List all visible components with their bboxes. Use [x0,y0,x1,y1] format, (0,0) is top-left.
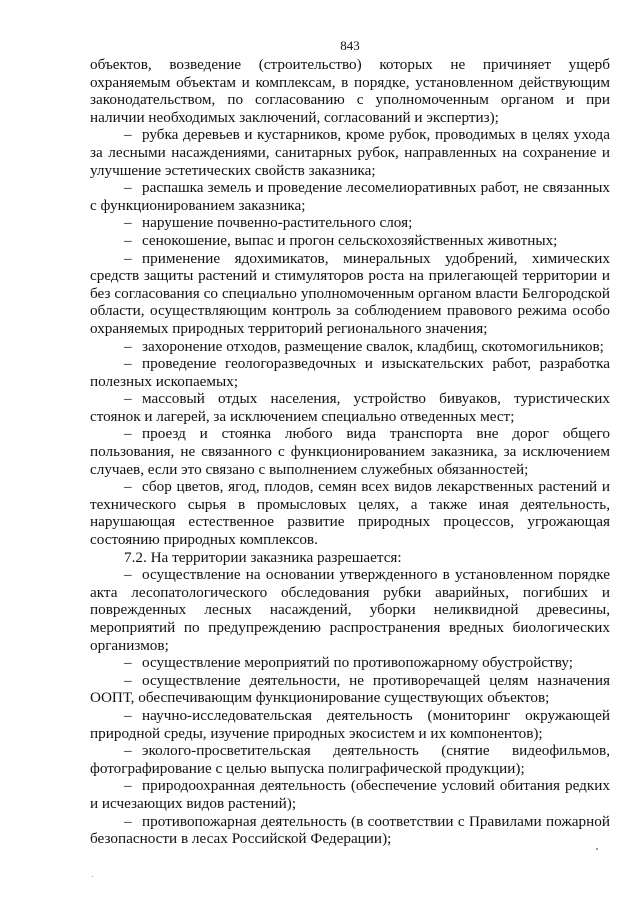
list-item: – сенокошение, выпас и прогон сельскохозяйственных животных; [90,232,610,250]
list-item: – массовый отдых населения, устройство бивуаков, туристических стоянок и лагерей, за исключением специально отведенных мест; [90,390,610,425]
list-item: – нарушение почвенно-растительного слоя; [90,214,610,232]
list-item: – научно-исследовательская деятельность (мониторинг окружающей природной среды, изучение природных экосистем и их компонентов); [90,707,610,742]
list-item: – противопожарная деятельность (в соответствии с Правилами пожарной безопасности в лесах Российской Федерации); [90,813,610,848]
paragraph: объектов, возведение (строительство) которых не причиняет ущерб охраняемым объектам и комплексам, в порядке, установленном действующим законодательством, по согласованию с уполномоченным органом и при наличии необходимых заключений, согласований и экспертиз); [90,56,610,126]
page-number: 843 [340,38,360,53]
list-item: – осуществление на основании утвержденного в установленном порядке акта лесопатологического обследования рубки аварийных, погибших и поврежденных лесных насаждений, уборки неликвидной древесины, мероприятий по предупреждению распространения вредных биологических организмов; [90,566,610,654]
scan-speck [92,876,93,877]
list-item: – сбор цветов, ягод, плодов, семян всех видов лекарственных растений и технического сырья в промысловых целях, а также иная деятельность, нарушающая естественное развитие природных процессов, угрожающая состоянию природных комплексов. [90,478,610,548]
list-item: – проведение геологоразведочных и изыскательских работ, разработка полезных ископаемых; [90,355,610,390]
list-item: – применение ядохимикатов, минеральных удобрений, химических средств защиты растений и стимуляторов роста на прилегающей территории и без согласования со специально уполномоченным органом власти Белгородской области, осуществляющим контроль за соблюдением правового режима особо охраняемых природных территорий регионального значения; [90,250,610,338]
list-item: – осуществление мероприятий по противопожарному обустройству; [90,654,610,672]
list-item: – эколого-просветительская деятельность (снятие видеофильмов, фотографирование с целью выпуска полиграфической продукции); [90,742,610,777]
list-item: – проезд и стоянка любого вида транспорта вне дорог общего пользования, не связанного с функционированием заказника, за исключением случаев, если это связано с выполнением служебных обязанностей; [90,425,610,478]
document-body [90,56,610,848]
list-item: – природоохранная деятельность (обеспечение условий обитания редких и исчезающих видов растений); [90,777,610,812]
list-item: – осуществление деятельности, не противоречащей целям назначения ООПТ, обеспечивающим функционирование существующих объектов; [90,672,610,707]
scan-speck [596,848,598,850]
list-item: – захоронение отходов, размещение свалок, кладбищ, скотомогильников; [90,338,610,356]
paragraph: 7.2. На территории заказника разрешается: [124,548,402,566]
list-item: – распашка земель и проведение лесомелиоративных работ, не связанных с функционированием заказника; [90,179,610,214]
list-item: – рубка деревьев и кустарников, кроме рубок, проводимых в целях ухода за лесными насаждениями, санитарных рубок, направленных на сохранение и улучшение эстетических свойств заказника; [90,126,610,179]
